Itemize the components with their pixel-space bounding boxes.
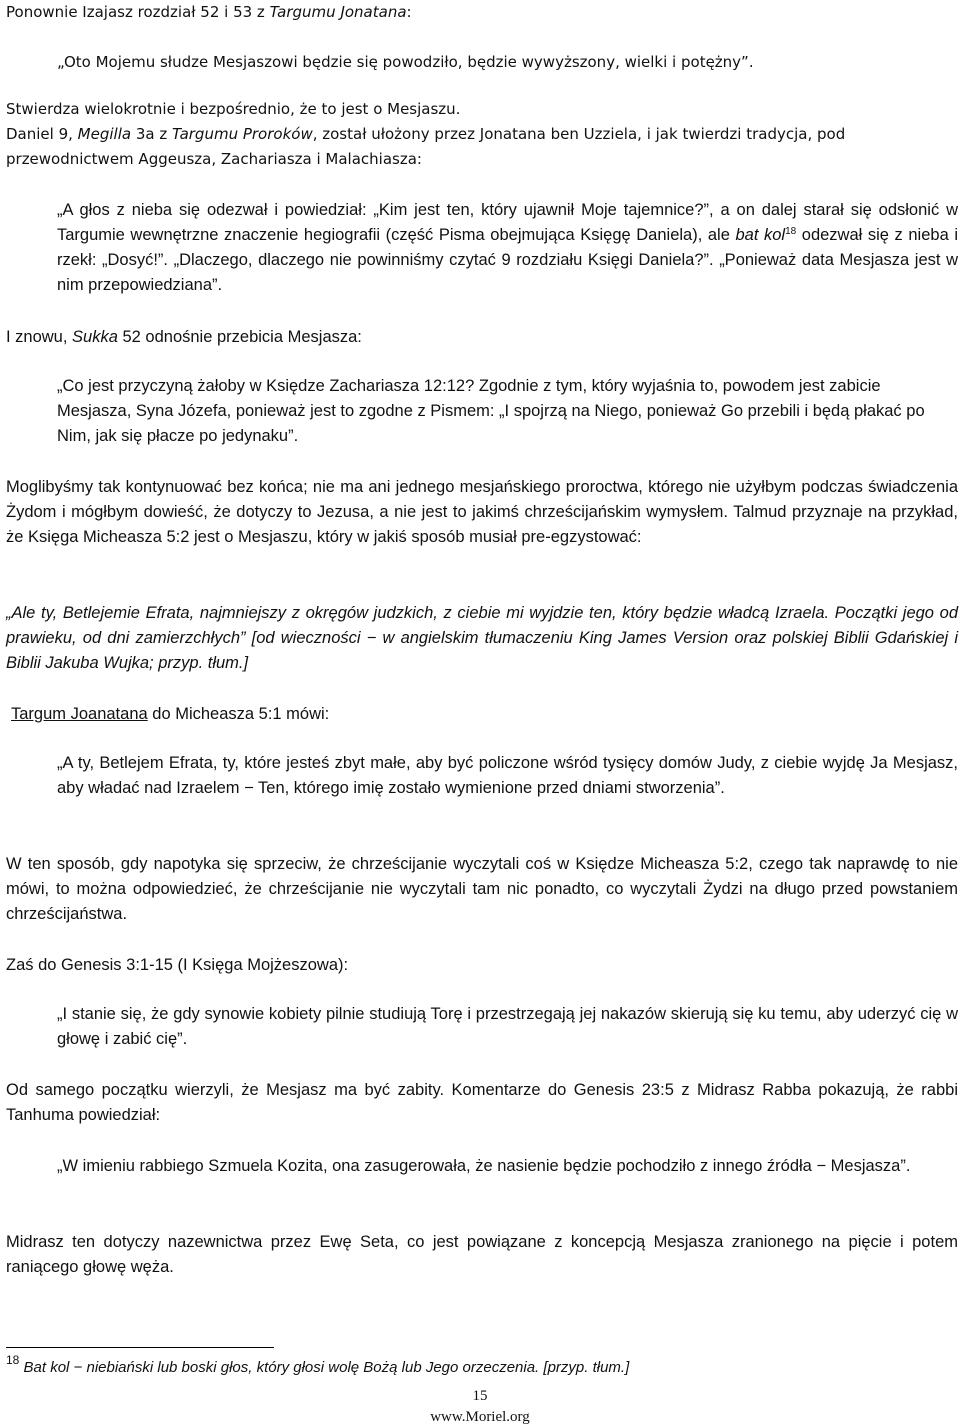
paragraph-genesis: Zaś do Genesis 3:1-15 (I Księga Mojżeszowa):: [6, 956, 349, 974]
text: 52 odnośnie przebicia Mesjasza:: [117, 328, 362, 346]
quote-isaiah-52: „Oto Mojemu słudze Mesjaszowi będzie się powodziło, będzie wywyższony, wielki i potężny”.: [57, 53, 754, 71]
footnote-reference: 18: [785, 226, 797, 237]
title-italic: Sukka: [72, 328, 118, 346]
paragraph-seth: Midrasz ten dotyczy nazewnictwa przez Ewę Seta, co jest powiązane z koncepcją Mesjasza zranionego na pięcie i potem raniącego głowę węża.: [6, 1233, 958, 1276]
quote-genesis-3: „I stanie się, że gdy synowie kobiety pilnie studiują Torę i przestrzegają jej nakazów skierują się ku temu, aby uderzyć cię w głowę i zabić cię”.: [57, 1005, 958, 1048]
page-number: 15: [472, 1388, 488, 1404]
text: Daniel 9,: [6, 125, 78, 143]
paragraph-daniel-megilla: [6, 97, 958, 172]
quote-sukka-52: „Co jest przyczyną żałoby w Księdze Zachariasza 12:12? Zgodnie z tym, który wyjaśnia to, powodem jest zabicie Mesjasza, Syna Józefa, ponieważ jest to zgodne z Pismem: „I spojrzą na Niego, ponieważ Go przebili i będą płakać po Nim, jak się płacze po jedynaku”.: [57, 377, 925, 445]
footnote-separator: [6, 1347, 274, 1348]
quote-micah-5-2: „Ale ty, Betlejemie Efrata, najmniejszy z okręgów judzkich, z ciebie mi wyjdzie ten, który będzie władcą Izraela. Początki jego od prawieku, od dni zamierzchłych” [od wieczności − w angielskim tłumaczeniu King James Version oraz polskiej Biblii Gdańskiej i Biblii Jakuba Wujka; przyp. tłum.]: [6, 604, 958, 672]
footnote: [6, 1353, 958, 1379]
paragraph-midrash-rabba: Od samego początku wierzyli, że Mesjasz ma być zabity. Komentarze do Genesis 23:5 z Midrasz Rabba pokazują, że rabbi Tanhuma powiedział:: [6, 1081, 958, 1124]
text: Ponownie Izajasz rozdział 52 i 53 z: [6, 3, 270, 21]
paragraph-sukka: [6, 325, 958, 350]
text: I znowu,: [6, 328, 73, 346]
title-italic: Megilla: [77, 125, 132, 143]
quote-szmuel-kozit: „W imieniu rabbiego Szmuela Kozita, ona zasugerowała, że nasienie będzie pochodziło z innego źródła − Mesjasza”.: [57, 1157, 911, 1175]
term-italic: bat kol: [735, 226, 786, 244]
title-italic: Targumu Proroków: [171, 125, 313, 143]
title-italic: Targumu Jonatana: [269, 3, 407, 21]
paragraph-intro-targum-jonatana: [6, 0, 958, 25]
paragraph-objection: W ten sposób, gdy napotyka się sprzeciw, że chrześcijanie wyczytali coś w Księdze Micheasza 5:2, czego tak naprawdę to nie mówi, to można odpowiedzieć, że chrześcijanie nie wyczytali tam nic ponadto, co wyczytali Żydzi na długo przed powstaniem chrześcijaństwa.: [6, 855, 958, 923]
footnote-text: Bat kol − niebiański lub boski głos, który głosi wolę Bożą lub Jego orzeczenia. [przyp. tłum.]: [23, 1359, 630, 1376]
text: Targum Joanatana: [11, 705, 148, 723]
text: „A głos z nieba się odezwał i powiedział: „Kim jest ten, który ujawnił Moje tajemnice?”, a on dalej starał się odsłonić w Targumie wewnętrzne znaczenie hegiografii (część Pisma obejmująca Księgę Daniela), ale: [57, 201, 958, 244]
quote-bat-kol: [57, 198, 958, 298]
text: 3a z: [131, 125, 172, 143]
text: , został ułożony przez Jonatana ben Uzziela, i jak twierdzi tradycja, pod przewodnictwem Aggeusza, Zachariasza i Malachiasza:: [6, 125, 846, 168]
quote-micah-5-1: „A ty, Betlejem Efrata, ty, które jesteś zbyt małe, aby być policzone wśród tysięcy domów Judy, z ciebie wyjdę Ja Mesjasz, aby władać nad Izraelem − Ten, którego imię zostało wymienione przed dniami stworzenia”.: [57, 754, 958, 797]
paragraph-targum-joanatana: [6, 702, 958, 727]
paragraph-continue: Moglibyśmy tak kontynuować bez końca; nie ma ani jednego mesjańskiego proroctwa, którego nie użyłbym podczas świadczenia Żydom i mógłbym dowieść, że dotyczy to Jezusa, a nie jest to jakimś chrześcijańskim wymysłem. Talmud przyznaje na przykład, że Księga Micheasza 5:2 jest o Mesjaszu, który w jakiś sposób musiał pre-egzystować:: [6, 478, 958, 546]
text: do Micheasza 5:1 mówi:: [147, 705, 330, 723]
text: odezwał się z nieba i rzekł: „Dosyć!”. „Dlaczego, dlaczego nie powinniśmy czytać 9 rozdziału Księgi Daniela?”. „Ponieważ data Mesjasza jest w nim przepowiedziana”.: [57, 226, 958, 294]
site-url: www.Moriel.org: [430, 1409, 530, 1425]
text: Stwierdza wielokrotnie i bezpośrednio, że to jest o Mesjaszu.: [6, 100, 461, 118]
footnote-number: 18: [6, 1353, 20, 1367]
text: :: [406, 3, 412, 21]
